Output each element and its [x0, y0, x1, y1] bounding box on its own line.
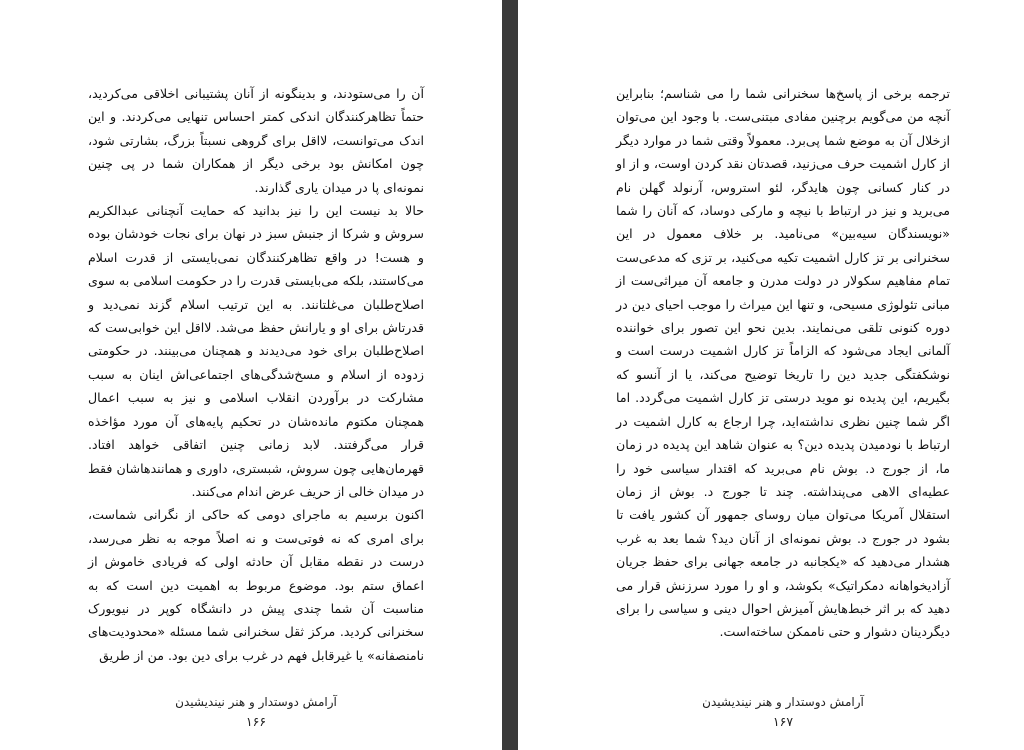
right-paragraph-1: ترجمه برخی از پاسخ‌ها سخنرانی شما را می شناسم؛ بنابراین آنچه من می‌گویم برچنین مفادی مبتنی‌ست. با وجود این می‌توان ازخلال آن به موضع شما پی‌برد. معمولاً وقتی شما در موارد دیگر از کارل اشمیت حرف می‌زنید، قصدتان نقد کردن اوست، و از او در کنار کسانی چون هایدگر، لئو استروس، آرنولد گهلن نام می‌برید و نیز در ارتباط با نیچه و مارکی دوساد، که آنان را شما «نویسندگان سیه‌بین» می‌نامید. بر خلاف معمول در این سخنرانی بر تز کارل اشمیت تکیه می‌کنید، بر تزی که مدعی‌ست تمام مفاهیم سکولار در دولت مدرن و جامعه آن میراثی‌ست از مبانی تئولوژی مسیحی، و تنها این میراث را موجب احیای دین در دوره کنونی تلقی می‌نمایند. بدین نحو این تصور برای خواننده آلمانی ایجاد می‌شود که الزاماً تز کارل اشمیت درست است و نوشکفتگی جدید دین را تاریخا توضیح می‌کند، یا از آنسو که بگیریم، این پدیده نو موید درستی تز کارل اشمیت می‌گردد. اما اگر شما چنین نظری نداشته‌اید، چرا ارجاع به کارل اشمیت در ارتباط با نودمیدن پدیده دین؟ به عنوان شاهد این پدیده در زمان ما، از جورج د. بوش نام می‌برید که اقتدار سیاسی خود را عطیه‌ای الاهی می‌پنداشته. چند تا جورج د. بوش از زمان استقلال آمریکا می‌توان میان روسای جمهور آن کشور یافت تا بشود در جورج د. بوش نمونه‌ای از آنان دید؟ شما بعد به غرب هشدار می‌دهید که «یکجانبه در جامعه جهانی برای حفظ جریان آزادیخواهانه دمکراتیک» بکوشد، و او را مورد سرزنش قرار می دهید که بر اثر خبط‌هایش آمیزش احوال دینی و سیاسی را برای دیگردینان دشوار و حتی ناممکن ساخته‌است. [616, 86, 950, 640]
book-spine-gutter [502, 0, 518, 750]
page-number: ۱۶۷ [772, 714, 794, 729]
left-paragraph-2: حالا بد نیست این را نیز بدانید که حمایت آنچنانی عبدالکریم سروش و شرکا از جنبش سبز در نهان برای نجات خودشان بوده و هست! در واقع تظاهرکنندگان نمی‌بایستی از قدرت اسلام می‌کاستند، بلکه می‌بایستی قدرت را در حکومت اسلامی به سوی اصلاح‌طلبان می‌غلتانند. به این ترتیب اسلام گزند نمی‌دید و قدرتاش برای او و یارانش حفظ می‌شد. لااقل این خوابی‌ست که اصلاح‌طلبان برای خود می‌دیدند و همچنان می‌بینند. در حکومتی زدوده از اسلام و مسخ‌شدگی‌های اجتماعی‌اش اینان به سبب مشارکت در برآوردن انقلاب اسلامی و نیز به سبب اعمال همچنان مکتوم مانده‌شان در تحکیم پایه‌های آن مورد مؤاخذه قرار می‌گرفتند. لابد زمانی چنین اتفاقی خواهد افتاد. قهرمان‌هایی چون سروش، شبستری، داوری و همانندهاشان فقط در میدان خالی از حریف عرض اندام می‌کنند. [88, 203, 424, 499]
running-title: آرامش دوستدار و هنر نیندیشیدن [702, 695, 864, 709]
running-title: آرامش دوستدار و هنر نیندیشیدن [175, 695, 337, 709]
left-page-body [88, 82, 424, 667]
right-page [518, 0, 1024, 750]
page-number: ۱۶۶ [245, 714, 267, 729]
left-page [0, 0, 502, 750]
left-page-footer [88, 693, 424, 731]
left-paragraph-3: اکنون برسیم به ماجرای دومی که حاکی از نگرانی شماست، برای امری که نه فوتی‌ست و نه اصلاً موجه به نظر می‌رسد، درست در نقطه مقابل آن حادثه اولی که فریادی خاموش از اعماق ستم بود. موضوع مربوط به اهمیت دین است که به مناسبت آن شما چندی پیش در دانشگاه کوپر در نیویورک سخنرانی کردید. مرکز ثقل سخنرانی شما مسئله «محدودیت‌های نامنصفانه» یا غیرقابل فهم در غرب برای دین بود. من از طریق [88, 507, 424, 663]
right-page-body [616, 82, 950, 644]
left-paragraph-1: آن را می‌ستودند، و بدینگونه از آنان پشتیبانی اخلاقی می‌کردید، حتماً تظاهرکنندگان اندکی کمتر احساس تنهایی می‌کردند. و این اندک می‌توانست، لااقل برای گروهی نسبتاً بزرگ، بشارتی شود، چون امکانش بود برخی دیگر از همکاران شما در پی چنین نمونه‌ای پا در میدان یاری گذارند. [88, 86, 424, 195]
right-page-footer [616, 693, 950, 731]
